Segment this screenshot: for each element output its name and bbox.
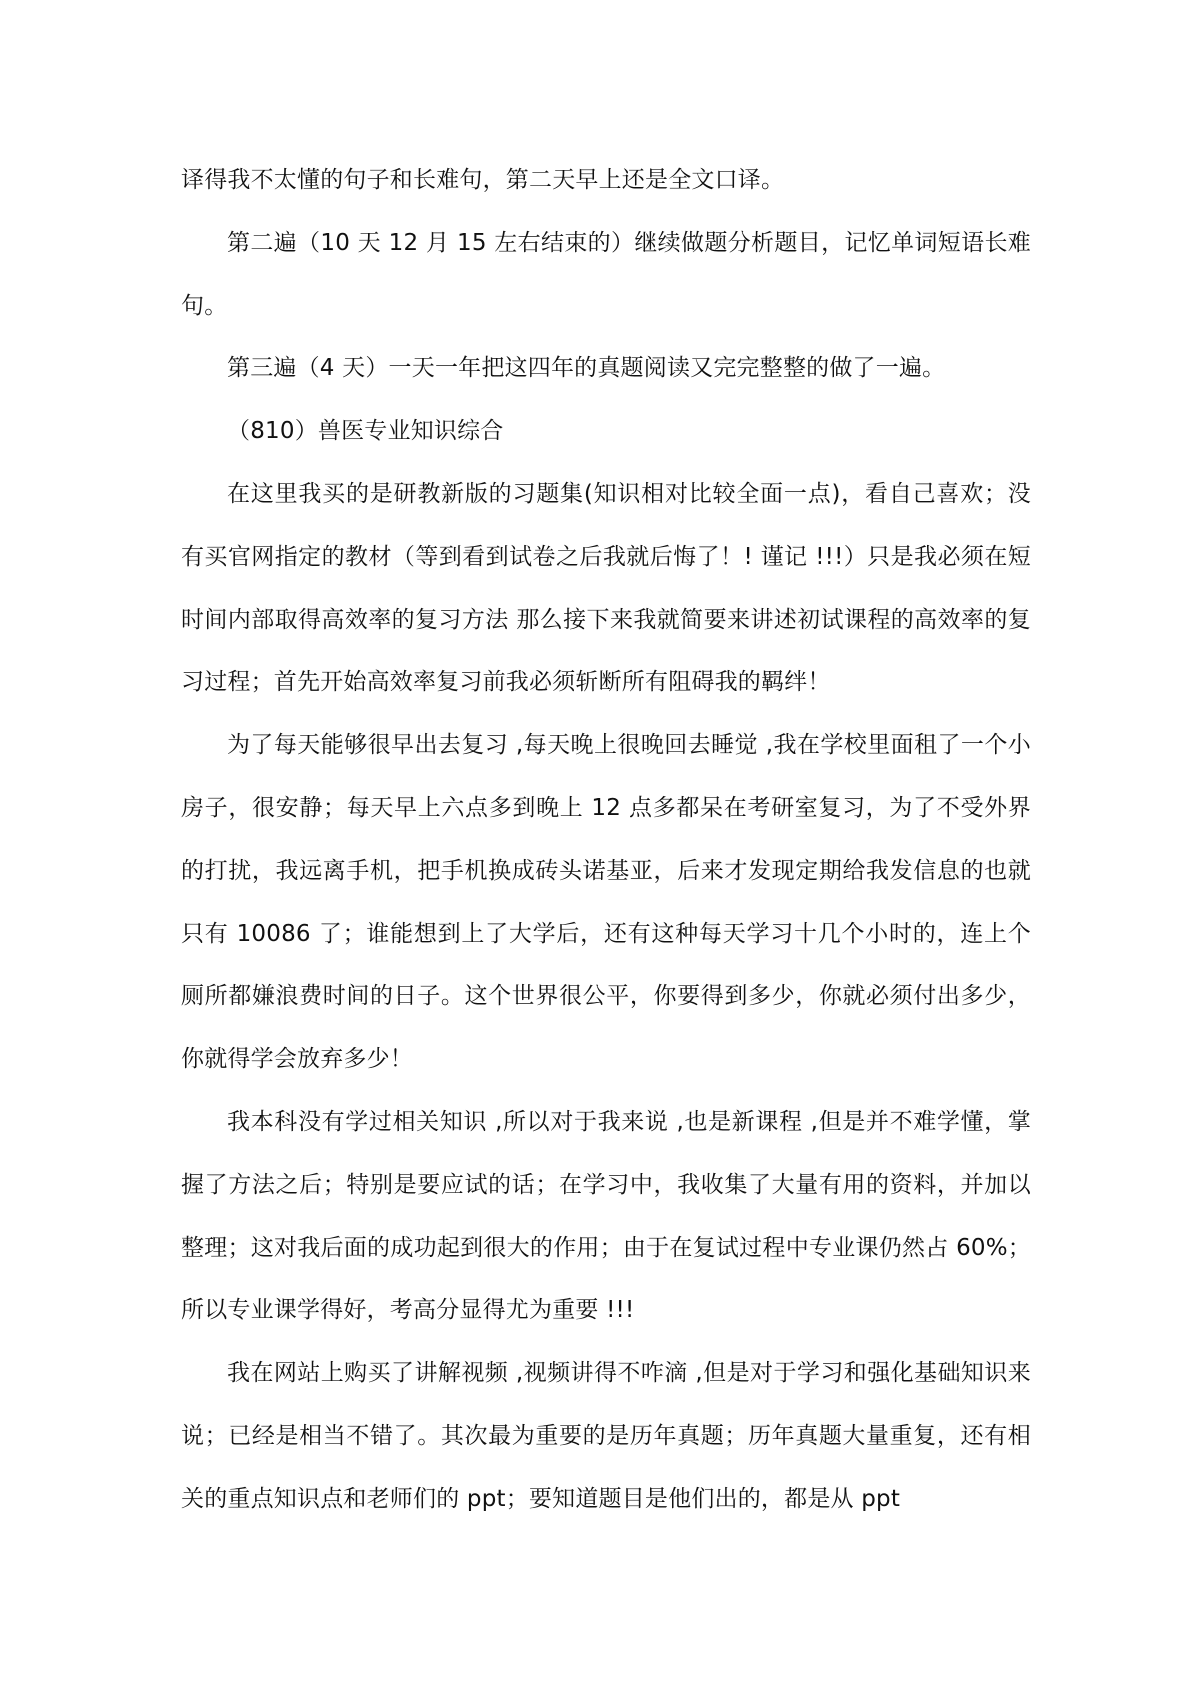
paragraph-background: 我本科没有学过相关知识 ,所以对于我来说 ,也是新课程 ,但是并不难学懂，掌握了方法之后；特别是要应试的话；在学习中，我收集了大量有用的资料，并加以整理；这对我后面的成功起到很大的作用；由于在复试过程中专业课仍然占 60%；所以专业课学得好，考高分显得尤为重要 !!!	[181, 1108, 1031, 1324]
paragraph-continuation: 译得我不太懂的句子和长难句，第二天早上还是全文口译。	[181, 167, 785, 193]
paragraph-materials: 在这里我买的是研教新版的习题集(知识相对比较全面一点)，看自己喜欢；没有买官网指定的教材（等到看到试卷之后我就后悔了！! 谨记 !!!）只是我必须在短时间内部取得高效率的复习方法 那么接下来我就简要来讲述初试课程的高效率的复习过程；首先开始高效率复习前我必须斩断所有阻碍我的羁绊！	[181, 480, 1031, 696]
section-heading: （810）兽医专业知识综合	[227, 418, 504, 445]
paragraph-videos: 我在网站上购买了讲解视频 ,视频讲得不咋滴 ,但是对于学习和强化基础知识来说；已经是相当不错了。其次最为重要的是历年真题；历年真题大量重复，还有相关的重点知识点和老师们的 ppt；要知道题目是他们出的，都是从 ppt	[181, 1360, 1031, 1512]
paragraph-third-pass: 第三遍（4 天）一天一年把这四年的真题阅读又完完整整的做了一遍。	[227, 355, 946, 382]
document-body	[181, 149, 1031, 1531]
paragraph-second-pass: 第二遍（10 天 12 月 15 左右结束的）继续做题分析题目，记忆单词短语长难句。	[181, 229, 1031, 319]
paragraph-schedule: 为了每天能够很早出去复习 ,每天晚上很晚回去睡觉 ,我在学校里面租了一个小房子，很安静；每天早上六点多到晚上 12 点多都呆在考研室复习，为了不受外界的打扰，我远离手机，把手机换成砖头诺基亚，后来才发现定期给我发信息的也就只有 10086 了；谁能想到上了大学后，还有这种每天学习十几个小时的，连上个厕所都嫌浪费时间的日子。这个世界很公平，你要得到多少，你就必须付出多少，你就得学会放弃多少！	[181, 732, 1031, 1073]
